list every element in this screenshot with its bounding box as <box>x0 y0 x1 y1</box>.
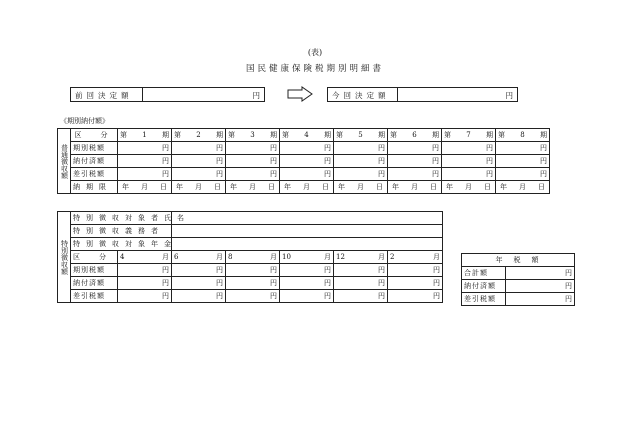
date-cell <box>334 181 388 194</box>
curr-amount-unit: 円 <box>505 91 513 100</box>
period-header <box>172 129 226 142</box>
amount-cell: 円 <box>496 168 550 181</box>
month-unit: 月 <box>378 252 385 261</box>
period-number: 5 <box>358 130 363 139</box>
prev-amount-unit: 円 <box>252 91 260 100</box>
row-label: 差引税額 <box>71 168 118 181</box>
date-part: 月 <box>303 182 310 191</box>
table-row <box>58 277 443 290</box>
amount-cell: 円 <box>280 290 334 303</box>
period-prefix: 第 <box>336 130 343 139</box>
row-label: 合計額 <box>462 267 506 280</box>
table-header-row <box>58 129 550 142</box>
amount-cell: 円 <box>496 155 550 168</box>
date-part: 月 <box>357 182 364 191</box>
info-value <box>172 225 443 238</box>
amount-cell: 円 <box>388 290 443 303</box>
amount-cell: 円 <box>506 280 575 293</box>
period-prefix: 第 <box>174 130 181 139</box>
futsu-header-label: 区 分 <box>71 129 118 142</box>
table-row <box>58 142 550 155</box>
month-number: 8 <box>228 252 233 261</box>
row-label: 期別税額 <box>71 142 118 155</box>
period-header <box>118 129 172 142</box>
period-suffix: 期 <box>378 130 385 139</box>
divider <box>142 88 143 101</box>
deadline-label: 納期限 <box>71 181 118 194</box>
amount-cell: 円 <box>118 264 172 277</box>
period-header <box>442 129 496 142</box>
row-label: 差引税額 <box>462 293 506 306</box>
date-part: 月 <box>249 182 256 191</box>
amount-cell: 円 <box>496 142 550 155</box>
amount-cell: 円 <box>118 277 172 290</box>
annual-header: 年 税 額 <box>462 254 575 267</box>
amount-cell: 円 <box>506 293 575 306</box>
date-part: 日 <box>484 182 491 191</box>
annual-header-row <box>462 254 575 267</box>
period-suffix: 期 <box>324 130 331 139</box>
period-header <box>226 129 280 142</box>
table-header-row <box>58 251 443 264</box>
period-suffix: 期 <box>432 130 439 139</box>
date-cell <box>172 181 226 194</box>
info-label: 特別徴収対象者氏名 <box>71 212 172 225</box>
date-part: 年 <box>500 182 507 191</box>
futsu-table <box>57 128 550 194</box>
amount-cell: 円 <box>280 142 334 155</box>
amount-cell: 円 <box>226 142 280 155</box>
curr-amount-label: 今回決定額 <box>332 91 390 100</box>
month-number: 6 <box>174 252 179 261</box>
month-unit: 月 <box>433 252 440 261</box>
info-row <box>58 212 443 225</box>
prev-amount-label: 前回決定額 <box>75 91 133 100</box>
month-number: 10 <box>282 252 291 261</box>
period-prefix: 第 <box>444 130 451 139</box>
row-label: 納付済額 <box>71 155 118 168</box>
right-arrow-icon <box>287 86 313 102</box>
amount-cell: 円 <box>334 264 388 277</box>
period-prefix: 第 <box>498 130 505 139</box>
period-header <box>334 129 388 142</box>
month-unit: 月 <box>270 252 277 261</box>
divider <box>397 88 398 101</box>
prev-amount-box <box>70 87 265 102</box>
month-number: 2 <box>390 252 395 261</box>
amount-cell: 円 <box>172 264 226 277</box>
month-header <box>334 251 388 264</box>
date-part: 日 <box>430 182 437 191</box>
month-header <box>172 251 226 264</box>
date-cell <box>442 181 496 194</box>
amount-cell: 円 <box>226 168 280 181</box>
date-part: 年 <box>122 182 129 191</box>
month-header <box>388 251 443 264</box>
period-number: 7 <box>466 130 471 139</box>
toku-side-label: 特別徴収額 <box>58 212 71 303</box>
date-part: 年 <box>392 182 399 191</box>
date-part: 日 <box>538 182 545 191</box>
amount-cell: 円 <box>388 155 442 168</box>
date-part: 日 <box>214 182 221 191</box>
date-part: 月 <box>411 182 418 191</box>
date-part: 日 <box>160 182 167 191</box>
amount-cell: 円 <box>118 155 172 168</box>
month-header <box>280 251 334 264</box>
amount-cell: 円 <box>506 267 575 280</box>
section-label: 《期別納付額》 <box>60 117 109 125</box>
amount-cell: 円 <box>280 277 334 290</box>
period-prefix: 第 <box>282 130 289 139</box>
amount-cell: 円 <box>172 155 226 168</box>
info-row <box>58 238 443 251</box>
date-cell <box>388 181 442 194</box>
month-header <box>118 251 172 264</box>
table-row <box>58 290 443 303</box>
deadline-row <box>58 181 550 194</box>
toku-header-label: 区 分 <box>71 251 118 264</box>
amount-cell: 円 <box>442 155 496 168</box>
month-number: 12 <box>336 252 345 261</box>
table-row <box>58 168 550 181</box>
curr-amount-box <box>327 87 518 102</box>
amount-cell: 円 <box>388 277 443 290</box>
row-label: 期別税額 <box>71 264 118 277</box>
month-unit: 月 <box>162 252 169 261</box>
period-number: 4 <box>304 130 309 139</box>
row-label: 差引税額 <box>71 290 118 303</box>
amount-cell: 円 <box>118 142 172 155</box>
row-label: 納付済額 <box>462 280 506 293</box>
amount-cell: 円 <box>172 277 226 290</box>
amount-cell: 円 <box>280 264 334 277</box>
futsu-side-label: 普通徴収額 <box>58 129 71 194</box>
amount-cell: 円 <box>388 264 443 277</box>
month-unit: 月 <box>324 252 331 261</box>
page-title: 国民健康保険税期別明細書 <box>245 64 384 74</box>
period-suffix: 期 <box>486 130 493 139</box>
amount-cell: 円 <box>334 290 388 303</box>
amount-cell: 円 <box>172 142 226 155</box>
table-row <box>58 155 550 168</box>
month-number: 4 <box>120 252 125 261</box>
period-number: 8 <box>520 130 525 139</box>
month-unit: 月 <box>216 252 223 261</box>
table-row <box>58 264 443 277</box>
row-label: 納付済額 <box>71 277 118 290</box>
amount-cell: 円 <box>172 290 226 303</box>
date-part: 年 <box>230 182 237 191</box>
amount-cell: 円 <box>226 277 280 290</box>
period-number: 6 <box>412 130 417 139</box>
date-cell <box>496 181 550 194</box>
period-prefix: 第 <box>390 130 397 139</box>
date-part: 月 <box>519 182 526 191</box>
date-part: 年 <box>446 182 453 191</box>
date-part: 日 <box>322 182 329 191</box>
table-row <box>462 267 575 280</box>
amount-cell: 円 <box>118 290 172 303</box>
date-part: 年 <box>176 182 183 191</box>
period-number: 2 <box>196 130 201 139</box>
date-cell <box>118 181 172 194</box>
period-number: 1 <box>142 130 147 139</box>
info-value <box>172 212 443 225</box>
amount-cell: 円 <box>226 155 280 168</box>
period-suffix: 期 <box>540 130 547 139</box>
info-label: 特別徴収義務者 <box>71 225 172 238</box>
date-cell <box>280 181 334 194</box>
period-header <box>496 129 550 142</box>
period-header <box>388 129 442 142</box>
period-suffix: 期 <box>162 130 169 139</box>
amount-cell: 円 <box>442 168 496 181</box>
date-part: 年 <box>284 182 291 191</box>
date-part: 日 <box>268 182 275 191</box>
date-part: 日 <box>376 182 383 191</box>
amount-cell: 円 <box>280 168 334 181</box>
amount-cell: 円 <box>334 155 388 168</box>
amount-cell: 円 <box>280 155 334 168</box>
date-part: 月 <box>465 182 472 191</box>
table-row <box>462 293 575 306</box>
amount-cell: 円 <box>334 168 388 181</box>
date-cell <box>226 181 280 194</box>
date-part: 月 <box>141 182 148 191</box>
tokubetsu-table <box>57 211 443 303</box>
amount-cell: 円 <box>334 142 388 155</box>
period-prefix: 第 <box>228 130 235 139</box>
amount-cell: 円 <box>388 142 442 155</box>
month-header <box>226 251 280 264</box>
date-part: 月 <box>195 182 202 191</box>
info-row <box>58 225 443 238</box>
amount-cell: 円 <box>226 290 280 303</box>
period-suffix: 期 <box>270 130 277 139</box>
header-note: (表) <box>307 48 323 57</box>
info-label: 特別徴収対象年金 <box>71 238 172 251</box>
annual-table <box>461 253 575 306</box>
amount-cell: 円 <box>118 168 172 181</box>
amount-cell: 円 <box>226 264 280 277</box>
period-prefix: 第 <box>120 130 127 139</box>
amount-cell: 円 <box>388 168 442 181</box>
info-value <box>172 238 443 251</box>
period-header <box>280 129 334 142</box>
amount-cell: 円 <box>172 168 226 181</box>
period-number: 3 <box>250 130 255 139</box>
period-suffix: 期 <box>216 130 223 139</box>
table-row <box>462 280 575 293</box>
amount-cell: 円 <box>334 277 388 290</box>
amount-cell: 円 <box>442 142 496 155</box>
date-part: 年 <box>338 182 345 191</box>
